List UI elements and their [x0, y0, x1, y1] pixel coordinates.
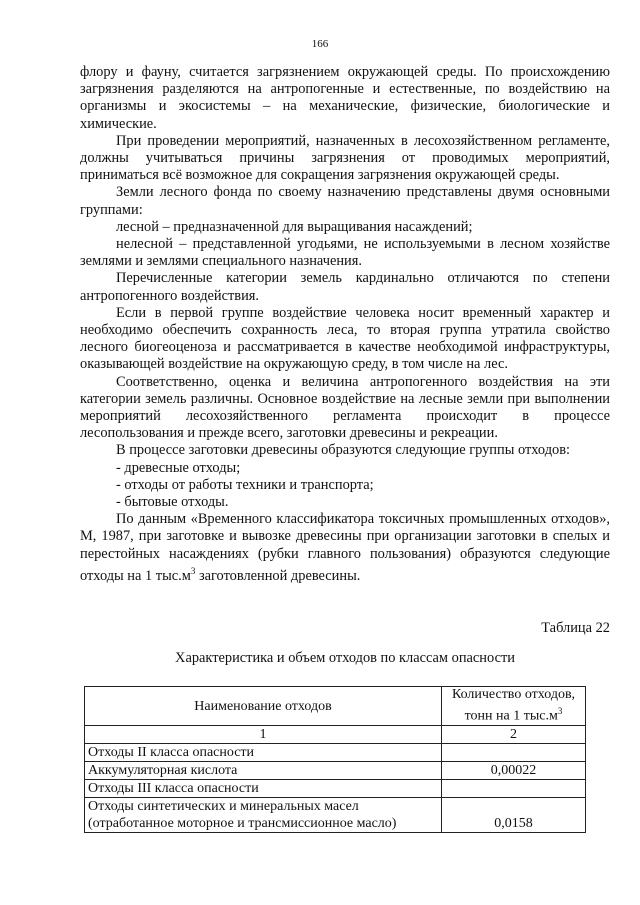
waste-name-cell: Отходы II класса опасности	[85, 744, 442, 762]
waste-table	[84, 686, 586, 833]
header-amount-line1: Количество отходов,	[451, 687, 576, 703]
paragraph-with-superscript	[80, 511, 610, 585]
table-row	[85, 798, 586, 833]
paragraph: флору и фауну, считается загрязнением окружающей среды. По происхождению загрязнения разделяются на антропогенные и естественные, по воздействию на организмы и экосистемы – на механические, физические, биологические и химические.	[80, 64, 610, 132]
waste-name-cell: Отходы синтетических и минеральных масел (отработанное моторное и трансмиссионное масло)	[85, 798, 442, 833]
header-superscript: 3	[557, 706, 563, 717]
table-row	[85, 762, 586, 780]
list-item: - отходы от работы техники и транспорта;	[116, 476, 374, 493]
header-amount-line2: тонн на 1 тыс.м	[464, 708, 558, 724]
page-number: 166	[311, 38, 329, 50]
list-item: - древесные отходы;	[116, 459, 241, 476]
paragraph: Если в первой группе воздействие человека носит временный характер и необходимо обеспечить сохранность леса, то вторая группа утратила свойство лесного биогеоценоза и рассматривается в качестве необходимой инфраструктуры, оказывающей воздействие на окружающую среду, в том числе на лес.	[80, 304, 610, 373]
paragraph: При проведении мероприятий, назначенных в лесохозяйственном регламенте, должны учитываться причины загрязнения от проводимых мероприятий, приниматься всё возможное для сокращения загрязнения окружающей среды.	[80, 132, 610, 184]
paragraph-text-end: заготовленной древесины.	[195, 567, 361, 584]
header-waste-amount	[442, 687, 586, 726]
table-row	[85, 780, 586, 798]
table-header-row	[85, 687, 586, 726]
superscript: 3	[190, 565, 196, 576]
paragraph-text: По данным «Временного классификатора токсичных промышленных отходов», М, 1987, при заготовке и вывозке древесины при организации заготовки в спелых и перестойных насаждениях (рубки главного пользования) образуются следующие отходы на 1 тыс.м	[80, 511, 610, 584]
waste-amount-cell: 0,00022	[442, 762, 586, 780]
body-text	[80, 64, 610, 585]
waste-amount-cell: 0,0158	[442, 798, 586, 833]
list-item: - бытовые отходы.	[116, 494, 229, 511]
paragraph: Соответственно, оценка и величина антропогенного воздействия на эти категории земель различны. Основное воздействие на лесные земли при выполнении мероприятий лесохозяйственного регламента происходит в процессе лесопользования и прежде всего, заготовки древесины и рекреации.	[80, 373, 610, 442]
column-number: 1	[85, 726, 442, 744]
table-label: Таблица 22	[541, 620, 610, 636]
waste-name-cell: Отходы III класса опасности	[85, 780, 442, 798]
table-numbering-row	[85, 726, 586, 744]
paragraph: В процессе заготовки древесины образуются следующие группы отходов:	[116, 442, 570, 459]
list-item: нелесной – представленной угодьями, не используемыми в лесном хозяйстве землями и землями специального назначения.	[80, 236, 610, 270]
column-number: 2	[442, 726, 586, 744]
header-waste-name: Наименование отходов	[85, 687, 442, 726]
paragraph: Земли лесного фонда по своему назначению представлены двумя основными группами:	[80, 184, 610, 218]
waste-name-cell: Аккумуляторная кислота	[85, 762, 442, 780]
waste-amount-cell	[442, 744, 586, 762]
paragraph: Перечисленные категории земель кардинально отличаются по степени антропогенного воздействия.	[80, 270, 610, 304]
table-row	[85, 744, 586, 762]
waste-amount-cell	[442, 780, 586, 798]
table-title: Характеристика и объем отходов по классам опасности	[175, 650, 515, 666]
list-item: лесной – предназначенной для выращивания насаждений;	[116, 218, 473, 235]
